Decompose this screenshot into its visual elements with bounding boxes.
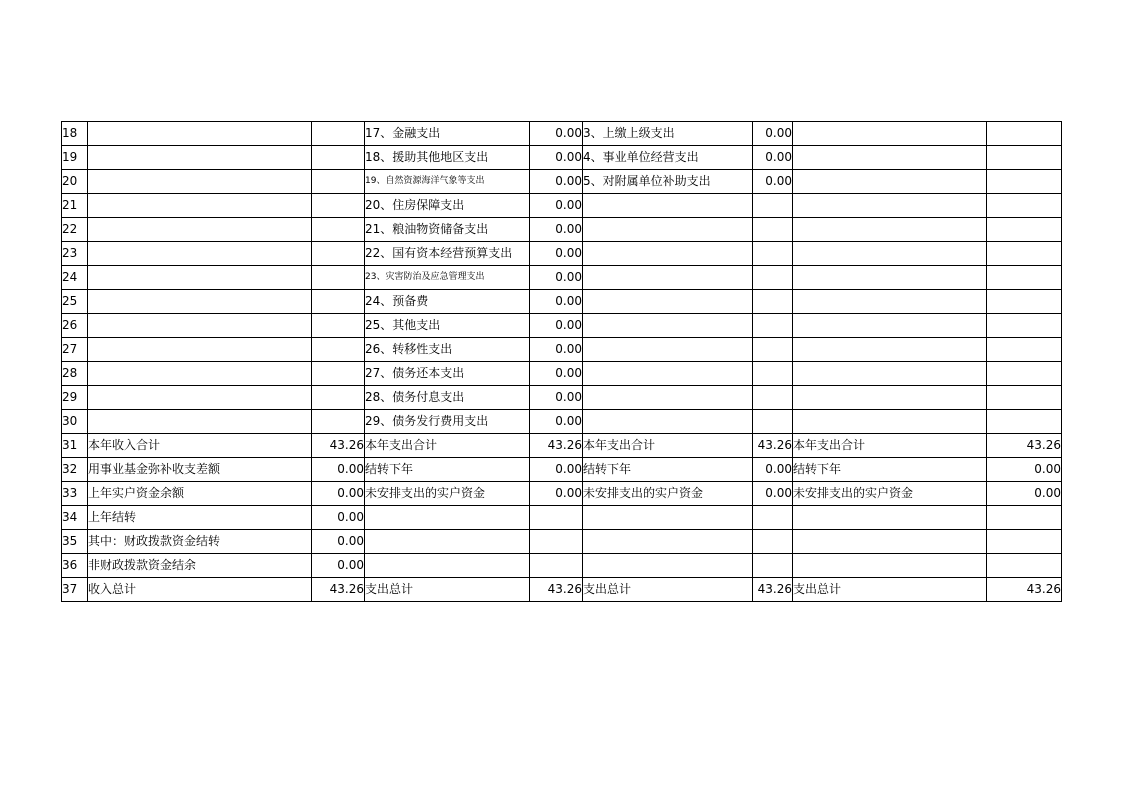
item-label — [583, 386, 753, 410]
table-row — [62, 554, 1062, 578]
label-cell — [365, 506, 530, 530]
amount-cell — [987, 362, 1062, 386]
amount-cell: 0.00 — [530, 122, 583, 146]
amount-cell: 0.00 — [530, 218, 583, 242]
item-label — [583, 290, 753, 314]
item-label — [583, 242, 753, 266]
amount-cell — [987, 266, 1062, 290]
amount-cell — [987, 386, 1062, 410]
table-row — [62, 290, 1062, 314]
amount-cell — [753, 266, 793, 290]
amount-cell: 0.00 — [530, 170, 583, 194]
label-cell: 本年支出合计 — [793, 434, 987, 458]
label-cell — [88, 242, 312, 266]
amount-cell — [753, 386, 793, 410]
label-cell: 支出总计 — [793, 578, 987, 602]
amount-cell — [530, 530, 583, 554]
amount-cell — [753, 506, 793, 530]
amount-cell: 43.26 — [312, 434, 365, 458]
item-label — [583, 362, 753, 386]
amount-cell: 0.00 — [987, 458, 1062, 482]
amount-cell — [753, 194, 793, 218]
item-label: 3、上缴上级支出 — [583, 122, 753, 146]
label-cell — [365, 530, 530, 554]
label-cell — [793, 386, 987, 410]
amount-cell: 0.00 — [753, 146, 793, 170]
amount-cell: 0.00 — [530, 314, 583, 338]
table-row — [62, 386, 1062, 410]
item-label: 4、事业单位经营支出 — [583, 146, 753, 170]
row-number: 19 — [62, 146, 88, 170]
label-cell: 未安排支出的实户资金 — [793, 482, 987, 506]
amount-cell — [312, 290, 365, 314]
label-cell — [793, 146, 987, 170]
amount-cell — [987, 146, 1062, 170]
label-cell: 用事业基金弥补收支差额 — [88, 458, 312, 482]
amount-cell — [987, 530, 1062, 554]
amount-cell — [753, 242, 793, 266]
table-row — [62, 410, 1062, 434]
table-row — [62, 314, 1062, 338]
table-row — [62, 530, 1062, 554]
label-cell — [88, 194, 312, 218]
amount-cell: 0.00 — [530, 290, 583, 314]
row-number: 29 — [62, 386, 88, 410]
amount-cell: 0.00 — [530, 146, 583, 170]
label-cell: 支出总计 — [583, 578, 753, 602]
amount-cell — [987, 338, 1062, 362]
amount-cell — [753, 362, 793, 386]
label-cell — [365, 554, 530, 578]
amount-cell: 0.00 — [530, 458, 583, 482]
item-label: 25、其他支出 — [365, 314, 530, 338]
amount-cell: 0.00 — [753, 482, 793, 506]
item-label: 20、住房保障支出 — [365, 194, 530, 218]
amount-cell: 0.00 — [530, 242, 583, 266]
amount-cell — [312, 170, 365, 194]
label-cell: 本年支出合计 — [365, 434, 530, 458]
amount-cell — [312, 266, 365, 290]
amount-cell — [312, 362, 365, 386]
item-label: 17、金融支出 — [365, 122, 530, 146]
amount-cell — [753, 314, 793, 338]
amount-cell: 0.00 — [312, 554, 365, 578]
amount-cell: 0.00 — [753, 458, 793, 482]
amount-cell — [987, 194, 1062, 218]
row-number: 35 — [62, 530, 88, 554]
amount-cell: 0.00 — [987, 482, 1062, 506]
item-label — [583, 218, 753, 242]
amount-cell: 0.00 — [530, 362, 583, 386]
label-cell: 收入总计 — [88, 578, 312, 602]
amount-cell — [987, 122, 1062, 146]
label-cell — [88, 266, 312, 290]
item-label: 18、援助其他地区支出 — [365, 146, 530, 170]
table-row — [62, 482, 1062, 506]
item-label — [583, 410, 753, 434]
amount-cell — [312, 146, 365, 170]
table-row — [62, 362, 1062, 386]
row-number: 18 — [62, 122, 88, 146]
label-cell — [793, 170, 987, 194]
label-cell — [583, 530, 753, 554]
label-cell — [793, 554, 987, 578]
amount-cell — [312, 218, 365, 242]
amount-cell — [987, 242, 1062, 266]
amount-cell — [312, 314, 365, 338]
row-number: 36 — [62, 554, 88, 578]
item-label: 24、预备费 — [365, 290, 530, 314]
label-cell: 本年收入合计 — [88, 434, 312, 458]
label-cell — [793, 362, 987, 386]
row-number: 34 — [62, 506, 88, 530]
table-row — [62, 506, 1062, 530]
label-cell: 结转下年 — [793, 458, 987, 482]
label-cell: 未安排支出的实户资金 — [583, 482, 753, 506]
item-label: 27、债务还本支出 — [365, 362, 530, 386]
amount-cell — [987, 554, 1062, 578]
amount-cell — [987, 506, 1062, 530]
amount-cell: 43.26 — [312, 578, 365, 602]
item-label: 28、债务付息支出 — [365, 386, 530, 410]
amount-cell: 43.26 — [530, 434, 583, 458]
label-cell — [793, 194, 987, 218]
label-cell — [793, 218, 987, 242]
amount-cell — [753, 410, 793, 434]
amount-cell — [987, 410, 1062, 434]
row-number: 26 — [62, 314, 88, 338]
table-row — [62, 338, 1062, 362]
amount-cell — [312, 386, 365, 410]
row-number: 20 — [62, 170, 88, 194]
row-number: 37 — [62, 578, 88, 602]
row-number: 28 — [62, 362, 88, 386]
amount-cell — [530, 554, 583, 578]
label-cell — [793, 530, 987, 554]
amount-cell: 0.00 — [530, 338, 583, 362]
item-label — [583, 194, 753, 218]
label-cell — [793, 290, 987, 314]
item-label: 5、对附属单位补助支出 — [583, 170, 753, 194]
amount-cell: 0.00 — [312, 482, 365, 506]
label-cell: 结转下年 — [365, 458, 530, 482]
table-row — [62, 218, 1062, 242]
table-row — [62, 170, 1062, 194]
row-number: 22 — [62, 218, 88, 242]
item-label: 19、自然资源海洋气象等支出 — [365, 170, 530, 194]
label-cell: 支出总计 — [365, 578, 530, 602]
amount-cell: 0.00 — [753, 122, 793, 146]
table-row — [62, 578, 1062, 602]
label-cell — [793, 122, 987, 146]
item-label: 29、债务发行费用支出 — [365, 410, 530, 434]
label-cell — [88, 410, 312, 434]
amount-cell: 0.00 — [312, 458, 365, 482]
row-number: 25 — [62, 290, 88, 314]
label-cell: 结转下年 — [583, 458, 753, 482]
amount-cell — [312, 338, 365, 362]
item-label — [583, 266, 753, 290]
amount-cell: 0.00 — [530, 386, 583, 410]
label-cell — [583, 506, 753, 530]
table-row — [62, 434, 1062, 458]
label-cell — [793, 410, 987, 434]
item-label: 22、国有资本经营预算支出 — [365, 242, 530, 266]
amount-cell — [753, 218, 793, 242]
row-number: 33 — [62, 482, 88, 506]
amount-cell: 0.00 — [312, 530, 365, 554]
amount-cell: 0.00 — [530, 410, 583, 434]
label-cell: 上年结转 — [88, 506, 312, 530]
label-cell — [583, 554, 753, 578]
amount-cell: 43.26 — [987, 578, 1062, 602]
label-cell — [793, 338, 987, 362]
label-cell — [88, 218, 312, 242]
amount-cell: 0.00 — [312, 506, 365, 530]
amount-cell — [987, 218, 1062, 242]
label-cell — [88, 122, 312, 146]
label-cell — [793, 266, 987, 290]
label-cell: 非财政拨款资金结余 — [88, 554, 312, 578]
table-row — [62, 242, 1062, 266]
row-number: 24 — [62, 266, 88, 290]
row-number: 32 — [62, 458, 88, 482]
amount-cell — [753, 338, 793, 362]
amount-cell — [987, 290, 1062, 314]
amount-cell: 0.00 — [753, 170, 793, 194]
label-cell — [88, 170, 312, 194]
amount-cell — [753, 554, 793, 578]
table-row — [62, 266, 1062, 290]
amount-cell — [987, 314, 1062, 338]
amount-cell — [312, 122, 365, 146]
row-number: 21 — [62, 194, 88, 218]
amount-cell — [312, 242, 365, 266]
label-cell — [88, 386, 312, 410]
row-number: 31 — [62, 434, 88, 458]
label-cell: 上年实户资金余额 — [88, 482, 312, 506]
table-row — [62, 122, 1062, 146]
label-cell — [88, 146, 312, 170]
amount-cell: 43.26 — [530, 578, 583, 602]
amount-cell: 0.00 — [530, 266, 583, 290]
amount-cell: 0.00 — [530, 194, 583, 218]
item-label: 21、粮油物资储备支出 — [365, 218, 530, 242]
label-cell: 本年支出合计 — [583, 434, 753, 458]
amount-cell — [312, 194, 365, 218]
amount-cell: 43.26 — [987, 434, 1062, 458]
amount-cell — [987, 170, 1062, 194]
amount-cell — [753, 530, 793, 554]
item-label: 23、灾害防治及应急管理支出 — [365, 266, 530, 290]
table-row — [62, 458, 1062, 482]
label-cell — [793, 242, 987, 266]
amount-cell — [530, 506, 583, 530]
row-number: 30 — [62, 410, 88, 434]
label-cell — [88, 362, 312, 386]
label-cell: 其中：财政拨款资金结转 — [88, 530, 312, 554]
item-label — [583, 338, 753, 362]
label-cell — [88, 290, 312, 314]
amount-cell — [312, 410, 365, 434]
amount-cell — [753, 290, 793, 314]
amount-cell: 43.26 — [753, 434, 793, 458]
table-row — [62, 194, 1062, 218]
item-label: 26、转移性支出 — [365, 338, 530, 362]
amount-cell: 0.00 — [530, 482, 583, 506]
label-cell — [88, 314, 312, 338]
budget-table — [61, 121, 1062, 602]
row-number: 23 — [62, 242, 88, 266]
label-cell — [793, 506, 987, 530]
label-cell — [88, 338, 312, 362]
item-label — [583, 314, 753, 338]
amount-cell: 43.26 — [753, 578, 793, 602]
label-cell: 未安排支出的实户资金 — [365, 482, 530, 506]
row-number: 27 — [62, 338, 88, 362]
label-cell — [793, 314, 987, 338]
table-row — [62, 146, 1062, 170]
